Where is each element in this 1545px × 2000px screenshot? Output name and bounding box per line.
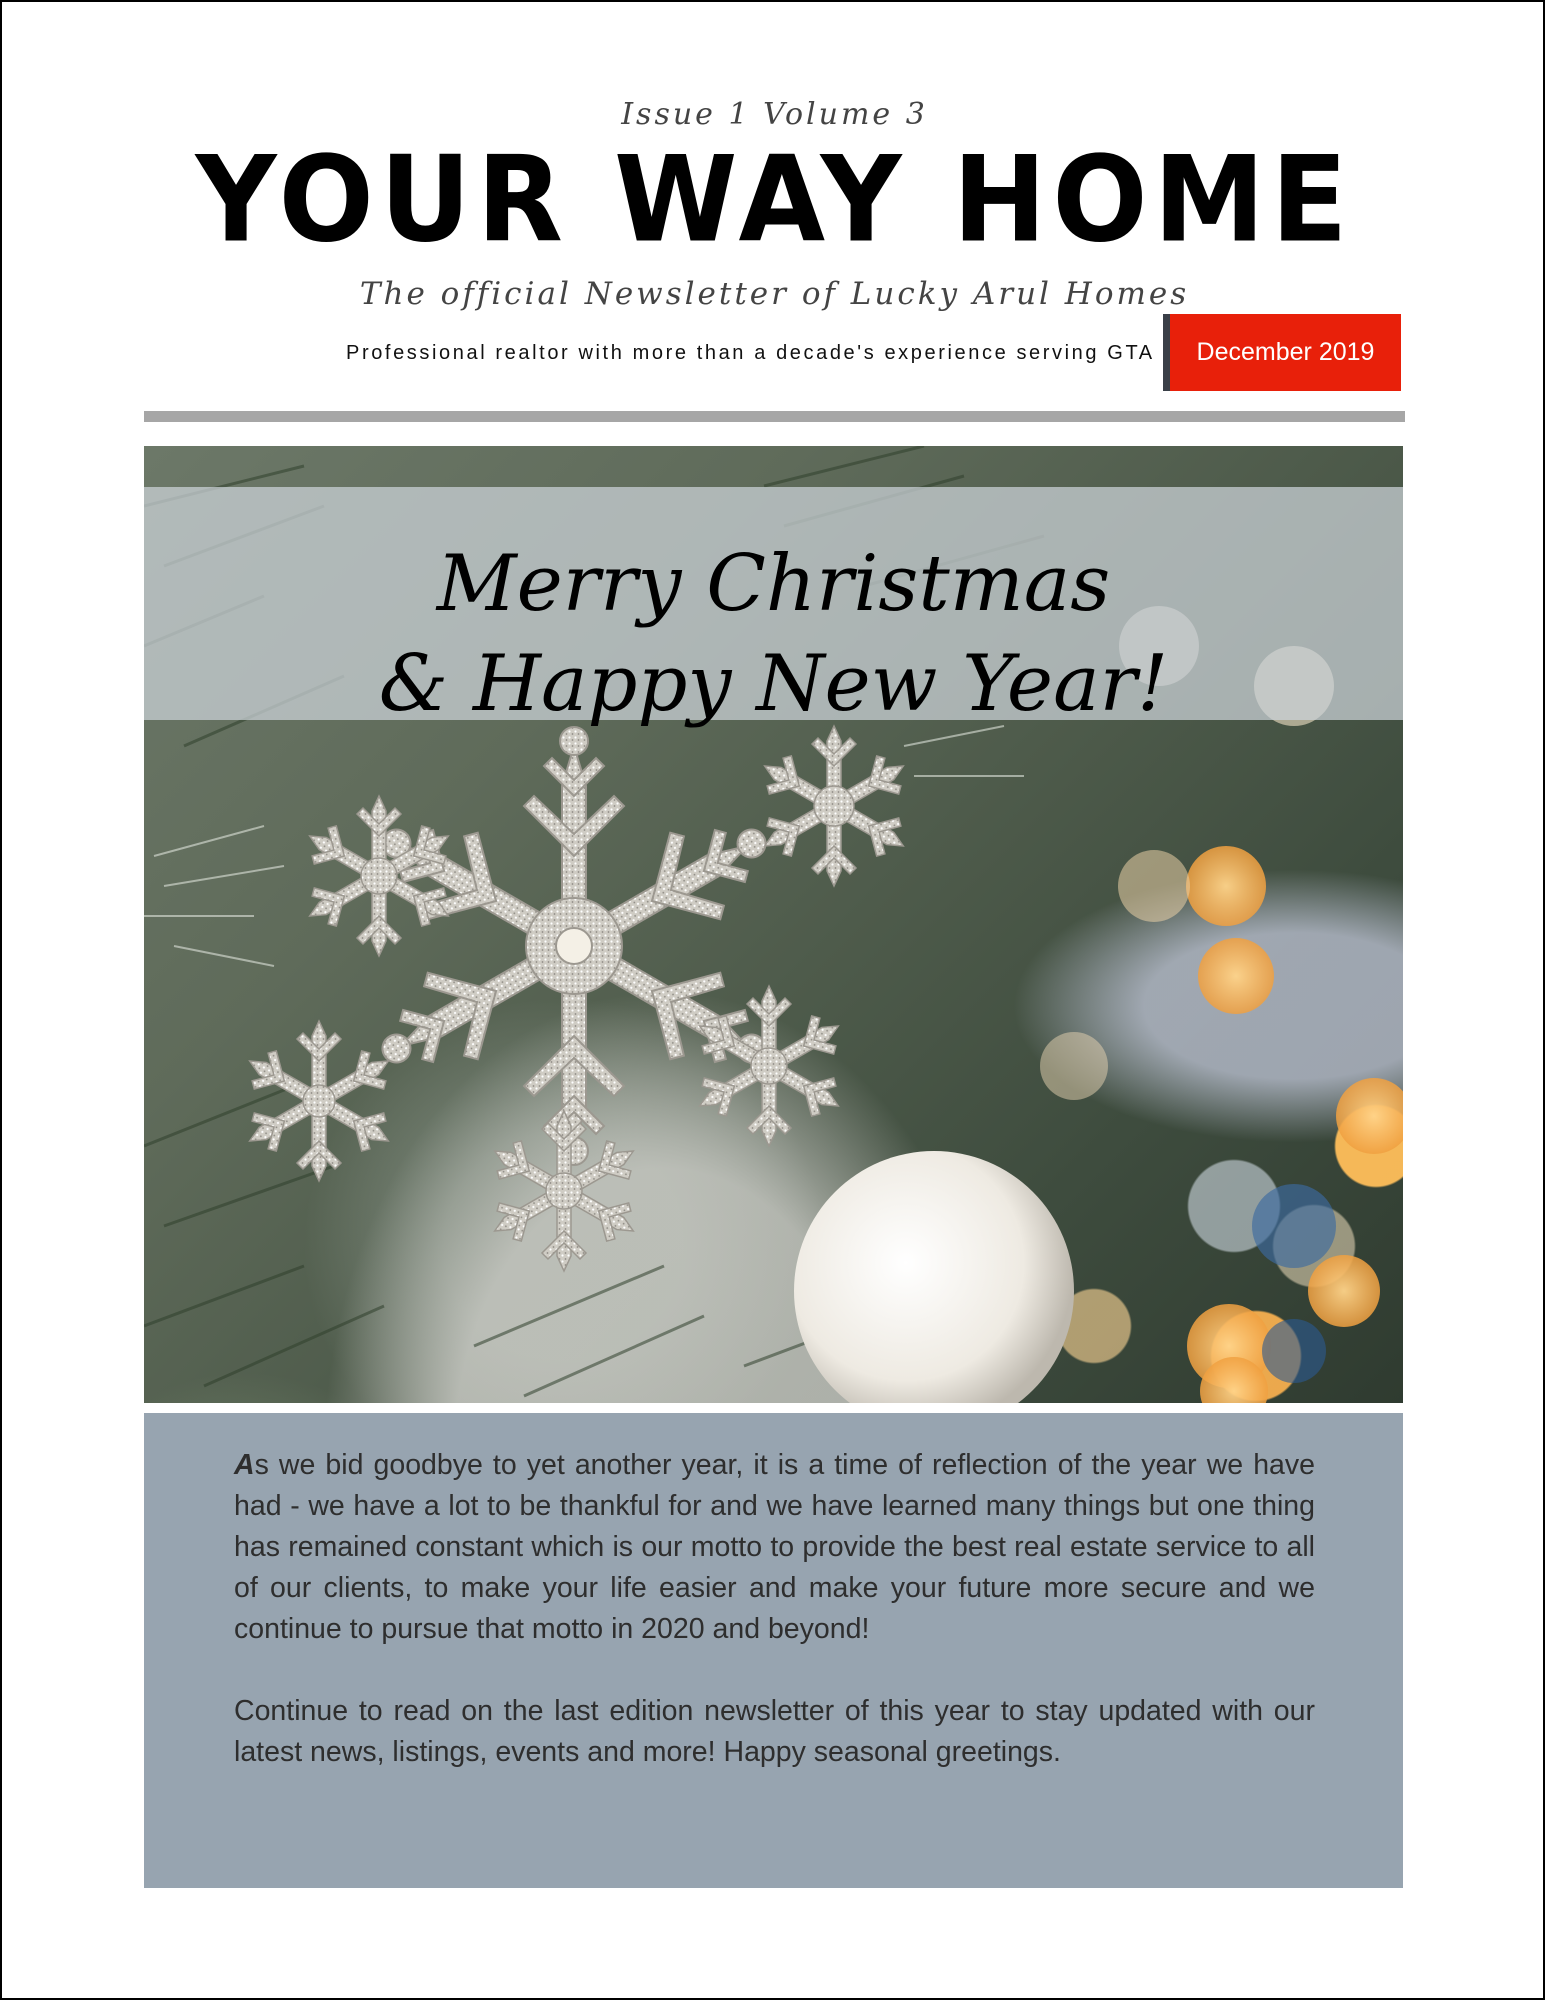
issue-volume: Issue 1 Volume 3 [621,97,928,132]
realtor-tagline: Professional realtor with more than a decade's experience serving GTA [346,342,1155,364]
date-badge-label: December 2019 [1196,338,1375,366]
message-paragraph-1 [234,1445,1315,1650]
hero-image [144,446,1403,1403]
newsletter-title: YOUR WAY HOME [195,131,1354,269]
header-divider [144,411,1405,422]
newsletter-subtitle: The official Newsletter of Lucky Arul Homes [359,276,1190,312]
message-paragraph-1-text: s we bid goodbye to yet another year, it is a time of reflection of the year we have had - we have a lot to be thankful for and we have learned many things but one thing has remained constant which is our motto to provide the best real estate service to all of our clients, to make your life easier and make your future more secure and we continue to pursue that motto in 2020 and beyond! [234,1449,1315,1645]
drop-cap: A [234,1449,255,1481]
message-panel [144,1413,1403,1888]
greeting-line-1: Merry Christmas [436,539,1111,629]
date-badge [1163,314,1401,391]
message-paragraph-2: Continue to read on the last edition newsletter of this year to stay updated with our latest news, listings, events and more! Happy seasonal greetings. [234,1695,1315,1768]
greeting-banner [144,487,1403,729]
greeting-line-2: & Happy New Year! [378,639,1169,729]
